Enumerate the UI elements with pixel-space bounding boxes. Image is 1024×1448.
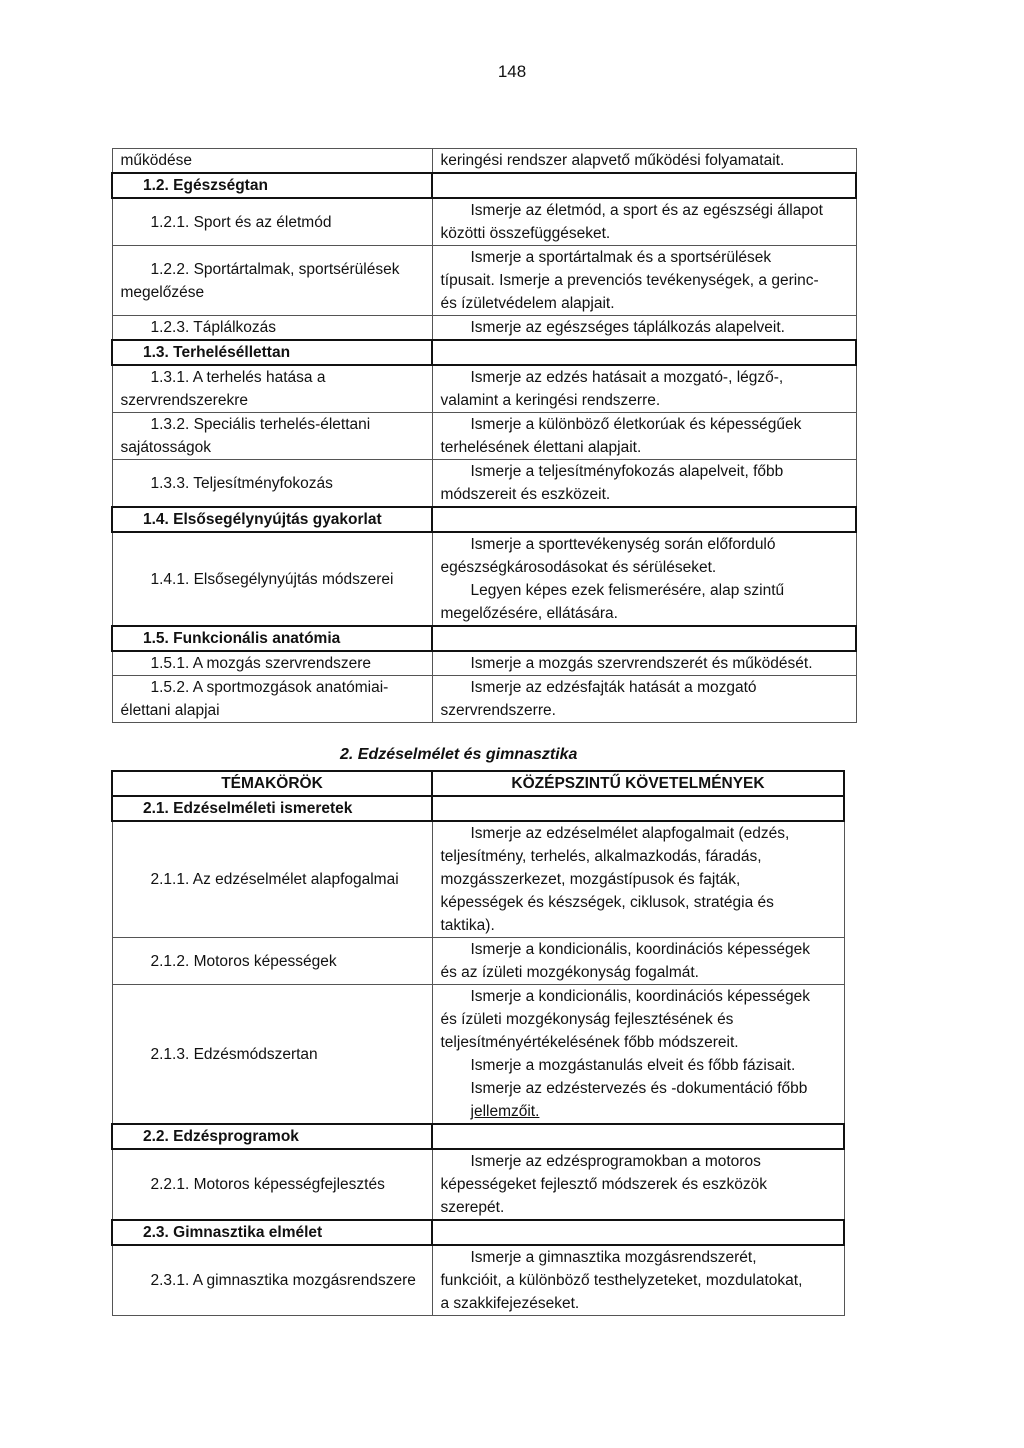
- topic-cell: [112, 460, 432, 508]
- topic-text: 1.2.3. Táplálkozás: [150, 319, 277, 336]
- requirement-line: [441, 413, 848, 436]
- section-empty-cell: [432, 796, 844, 821]
- requirement-text: Ismerje a mozgástanulás elveit és főbb fázisait.: [470, 1057, 796, 1074]
- topic-cell: [112, 821, 432, 938]
- requirement-text: egészségkárosodásokat és sérüléseket.: [440, 559, 717, 576]
- requirement-line: [441, 914, 836, 937]
- requirements-table-2: [111, 770, 845, 1316]
- table-row: [112, 246, 856, 316]
- table-row: [112, 149, 856, 174]
- section-empty-cell: [432, 340, 856, 365]
- table-row: [112, 198, 856, 246]
- requirement-cell: [432, 413, 856, 460]
- table-row: [112, 316, 856, 341]
- requirement-line: [441, 985, 836, 1008]
- requirement-line: [441, 1077, 836, 1100]
- topic-text: működése: [120, 152, 193, 169]
- requirement-line: [441, 460, 848, 483]
- section-row: [112, 340, 856, 365]
- section-row: [112, 796, 844, 821]
- requirement-text: Ismerje az edzéselmélet alapfogalmait (edzés,: [470, 825, 790, 842]
- table-row: [112, 985, 844, 1125]
- requirement-line: [441, 1008, 836, 1031]
- requirement-line: [441, 556, 848, 579]
- requirement-text: Ismerje a mozgás szervrendszerét és működését.: [470, 655, 813, 672]
- requirement-line: [441, 1100, 836, 1123]
- section-row: [112, 626, 856, 651]
- topic-text: 2.2.1. Motoros képességfejlesztés: [150, 1176, 385, 1193]
- requirement-line: [441, 316, 848, 339]
- section-empty-cell: [432, 1124, 844, 1149]
- table-row: [112, 1245, 844, 1316]
- requirement-text: Ismerje az edzés hatásait a mozgató-, légző-,: [470, 369, 784, 386]
- topic-text: 2.1.2. Motoros képességek: [150, 952, 337, 970]
- topic-cell: [112, 413, 432, 460]
- requirement-line: [441, 1196, 836, 1219]
- header-topics: TÉMAKÖRÖK: [112, 771, 432, 796]
- requirement-text: és ízületi mozgékonyság fejlesztésének és: [440, 1011, 734, 1028]
- requirement-line: [441, 246, 848, 269]
- requirement-text: teljesítmény, terhelés, alkalmazkodás, fáradás,: [440, 848, 762, 865]
- requirement-line: [441, 652, 848, 675]
- section-title: 1.2. Egészségtan: [112, 173, 432, 198]
- requirement-text: taktika).: [440, 917, 495, 934]
- requirement-cell: [432, 246, 856, 316]
- topic-text: 1.3.1. A terhelés hatása a szervrendszerekre: [120, 369, 326, 409]
- requirement-line: [441, 292, 848, 315]
- topic-text: 2.3.1. A gimnasztika mozgásrendszere: [150, 1272, 416, 1289]
- topic-cell: [112, 938, 432, 985]
- requirement-line: [441, 269, 848, 292]
- topic-cell: [112, 316, 432, 341]
- requirement-text: Ismerje az életmód, a sport és az egészségi állapot: [470, 202, 823, 219]
- requirement-text: Ismerje az edzéstervezés és -dokumentáció főbb: [470, 1080, 808, 1097]
- requirement-line: [441, 436, 848, 459]
- requirement-cell: [432, 985, 844, 1125]
- requirement-text: és ízületvédelem alapjait.: [440, 295, 615, 312]
- requirement-text: képességeket fejlesztő módszerek és eszközök: [440, 1176, 768, 1193]
- topic-cell: [112, 365, 432, 413]
- requirement-line: [441, 1269, 836, 1292]
- table-row: [112, 651, 856, 676]
- requirement-text: szerepét.: [440, 1199, 505, 1216]
- topic-cell: [112, 676, 432, 723]
- requirement-cell: [432, 365, 856, 413]
- requirement-text: Legyen képes ezek felismerésére, alap szintű: [470, 582, 785, 599]
- page-number: 148: [497, 62, 527, 81]
- section-row: [112, 1220, 844, 1245]
- requirement-line: [441, 1031, 836, 1054]
- section-empty-cell: [432, 626, 856, 651]
- section-title: 2.3. Gimnasztika elmélet: [112, 1220, 432, 1245]
- header-requirements: KÖZÉPSZINTŰ KÖVETELMÉNYEK: [432, 771, 844, 796]
- topic-cell: [112, 1149, 432, 1220]
- requirement-text: képességek és készségek, ciklusok, stratégia és: [440, 894, 774, 911]
- section-empty-cell: [432, 1220, 844, 1245]
- requirement-text: teljesítményértékelésének főbb módszereit.: [440, 1034, 739, 1051]
- table-row: [112, 1149, 844, 1220]
- topic-text: 1.4.1. Elsősegélynyújtás módszerei: [150, 570, 394, 588]
- section-title: 1.4. Elsősegélynyújtás gyakorlat: [112, 507, 432, 532]
- requirement-line: [441, 483, 848, 506]
- section-title: 1.3. Terheléséllettan: [112, 340, 432, 365]
- requirements-table-1: [111, 148, 857, 723]
- requirement-text: mozgásszerkezet, mozgástípusok és fajták,: [440, 871, 741, 888]
- section-row: [112, 173, 856, 198]
- topic-text: 1.2.2. Sportártalmak, sportsérülések megelőzése: [120, 260, 400, 301]
- requirement-text: és az ízületi mozgékonyság fogalmát.: [440, 964, 699, 981]
- requirement-line: [441, 961, 836, 984]
- requirement-line: [441, 1173, 836, 1196]
- requirement-text: Ismerje a gimnasztika mozgásrendszerét,: [470, 1249, 757, 1266]
- requirement-cell: [432, 198, 856, 246]
- requirement-cell: [432, 316, 856, 341]
- section-empty-cell: [432, 173, 856, 198]
- requirement-text: típusait. Ismerje a prevenciós tevékenységek, a gerinc-: [440, 272, 819, 289]
- requirement-text: funkcióit, a különböző testhelyzeteket, mozdulatokat,: [440, 1272, 803, 1289]
- requirement-text: Ismerje a kondicionális, koordinációs képességek: [470, 988, 810, 1005]
- section-empty-cell: [432, 507, 856, 532]
- requirement-line: [441, 845, 836, 868]
- requirement-line: [441, 822, 836, 845]
- requirement-text: Ismerje a sporttevékenység során előforduló: [470, 536, 776, 553]
- requirement-text: Ismerje a sportártalmak és a sportsérülések: [470, 249, 772, 266]
- requirement-cell: [432, 149, 856, 174]
- table-row: [112, 532, 856, 626]
- topic-cell: [112, 651, 432, 676]
- topic-cell: [112, 985, 432, 1125]
- topic-text: 2.1.1. Az edzéselmélet alapfogalmai: [150, 871, 399, 888]
- section-title: 2.1. Edzéselméleti ismeretek: [112, 796, 432, 821]
- requirement-text: terhelésének élettani alapjait.: [440, 439, 642, 456]
- requirement-line: [441, 868, 836, 891]
- table-row: [112, 676, 856, 723]
- requirement-line: [441, 1246, 836, 1269]
- section-title: 1.5. Funkcionális anatómia: [112, 626, 432, 651]
- topic-cell: [112, 198, 432, 246]
- requirement-line: [441, 149, 848, 172]
- requirement-text: Ismerje az edzésprogramokban a motoros: [470, 1153, 761, 1170]
- requirement-line: [441, 891, 836, 914]
- requirement-cell: [432, 460, 856, 508]
- requirement-line: [441, 699, 848, 722]
- requirement-text: közötti összefüggéseket.: [440, 225, 611, 242]
- table-row: [112, 365, 856, 413]
- requirement-text: Ismerje az edzésfajták hatását a mozgató: [470, 679, 757, 696]
- requirement-text: Ismerje a különböző életkorúak és képességűek: [470, 416, 802, 433]
- requirement-cell: [432, 676, 856, 723]
- requirement-text: Ismerje a kondicionális, koordinációs képességek: [470, 941, 810, 958]
- requirement-text: Ismerje az egészséges táplálkozás alapelveit.: [470, 319, 785, 336]
- requirement-line: [441, 533, 848, 556]
- topic-cell: [112, 246, 432, 316]
- topic-text: 1.3.3. Teljesítményfokozás: [150, 474, 333, 492]
- table-row: [112, 460, 856, 508]
- table-row: [112, 821, 844, 938]
- requirement-cell: [432, 532, 856, 626]
- table-row: [112, 413, 856, 460]
- topic-text: 1.5.1. A mozgás szervrendszere: [150, 655, 372, 672]
- requirement-line: [441, 579, 848, 602]
- section-2-title: 2. Edzéselmélet és gimnasztika: [340, 746, 578, 763]
- requirement-line: [441, 676, 848, 699]
- requirement-line: [441, 389, 848, 412]
- section-row: [112, 507, 856, 532]
- requirement-cell: [432, 938, 844, 985]
- requirement-cell: [432, 1245, 844, 1316]
- topic-cell: [112, 149, 432, 174]
- topic-text: 1.3.2. Speciális terhelés-élettani sajátosságok: [120, 416, 371, 456]
- requirement-text: a szakkifejezéseket.: [440, 1295, 580, 1312]
- topic-text: 1.2.1. Sport és az életmód: [150, 213, 332, 231]
- requirement-line: [441, 1150, 836, 1173]
- requirement-line: [441, 222, 848, 245]
- section-row: [112, 1124, 844, 1149]
- requirement-text: keringési rendszer alapvető működési folyamatait.: [440, 152, 785, 169]
- topic-text: 2.1.3. Edzésmódszertan: [150, 1045, 318, 1063]
- requirement-cell: [432, 1149, 844, 1220]
- topic-text: 1.5.2. A sportmozgások anatómiai-élettani alapjai: [120, 679, 389, 719]
- requirement-line: [441, 199, 848, 222]
- requirement-text: jellemzőit.: [470, 1103, 540, 1120]
- requirement-text: megelőzésére, ellátására.: [440, 605, 618, 622]
- topic-cell: [112, 1245, 432, 1316]
- requirement-text: valamint a keringési rendszerre.: [440, 392, 661, 409]
- table-row: [112, 938, 844, 985]
- table-header: [112, 771, 844, 796]
- section-title: 2.2. Edzésprogramok: [112, 1124, 432, 1149]
- requirement-line: [441, 1054, 836, 1077]
- requirement-line: [441, 1292, 836, 1315]
- requirement-line: [441, 602, 848, 625]
- requirement-cell: [432, 651, 856, 676]
- topic-cell: [112, 532, 432, 626]
- requirement-text: módszereit és eszközeit.: [440, 486, 611, 503]
- requirement-text: szervrendszerre.: [440, 702, 556, 719]
- requirement-line: [441, 366, 848, 389]
- requirement-line: [441, 938, 836, 961]
- requirement-text: Ismerje a teljesítményfokozás alapelveit, főbb: [470, 463, 784, 480]
- requirement-cell: [432, 821, 844, 938]
